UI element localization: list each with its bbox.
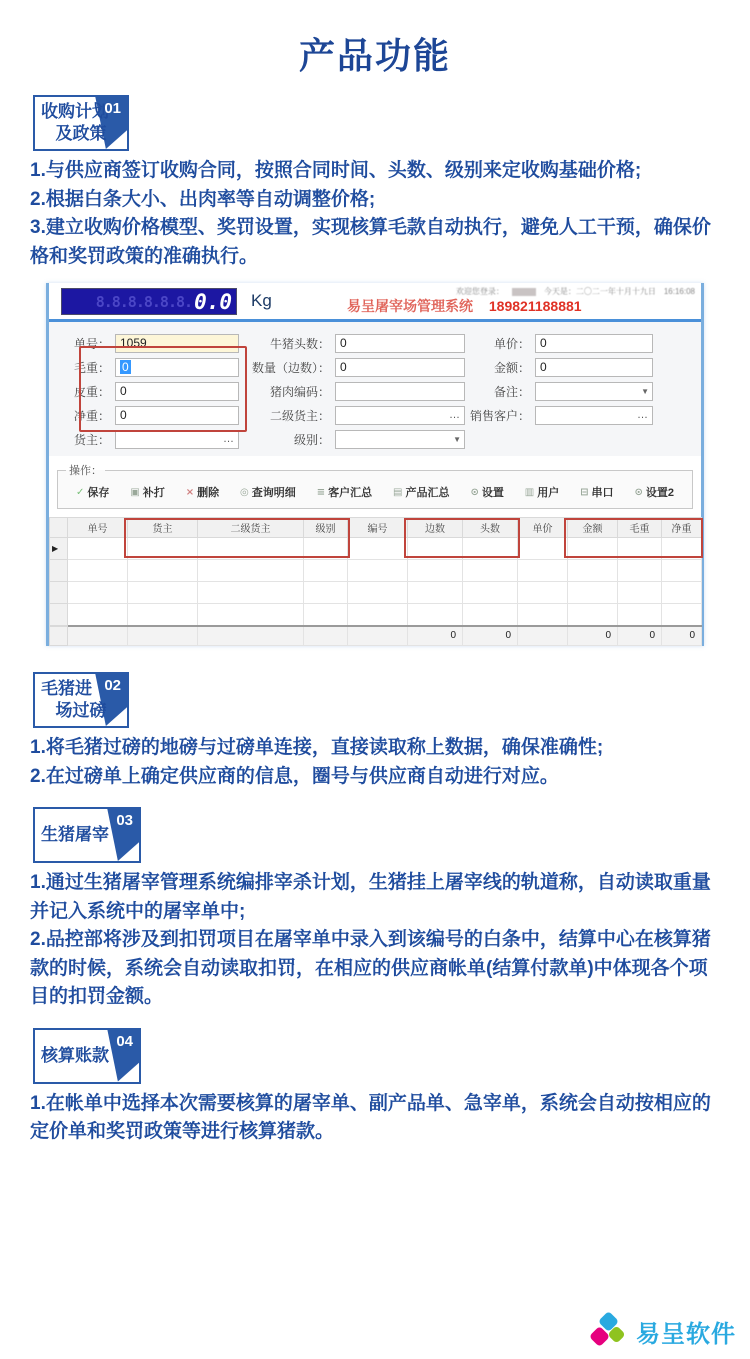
section-badge-title: 收购计划 及政策 [41,102,109,143]
settings2-button[interactable]: ⊙ 设置2 [634,486,674,499]
time-text: 16:16:08 [663,287,695,296]
section-number: 04 [116,1032,133,1050]
records-table-wrap [49,517,701,646]
ellipsis-picker-icon[interactable]: … [449,409,460,421]
redacted-username [512,288,536,296]
logo-mark-icon [590,1313,628,1349]
col-order-number[interactable]: 单号 [68,518,128,538]
table-row[interactable] [50,582,702,604]
paragraph: 2.在过磅单上确定供应商的信息，圈号与供应商自动进行对应。 [30,765,559,787]
col-sides[interactable]: 边数 [408,518,463,538]
section-01-text [30,157,724,271]
product-summary-button[interactable]: ▤ 产品汇总 [393,486,450,499]
section-number: 03 [116,812,133,829]
pork-code-input[interactable] [335,382,465,401]
section-04-text [30,1090,724,1147]
sales-customer-input[interactable] [535,406,653,425]
grade-dropdown[interactable] [335,430,465,449]
table-row[interactable] [50,538,702,560]
field-label: 备注： [493,384,530,399]
app-screenshot [46,283,704,646]
field-label: 数量（边数）： [251,360,330,375]
section-badge-01 [33,95,129,151]
paragraph: 3.建立收购价格模型、奖罚设置，实现核算毛款自动执行，避免人工干预，确保价格和奖罚政策的准确执行。 [30,217,711,267]
order-number-input[interactable]: 1059 [115,334,239,353]
page-title: 产品功能 [298,35,451,76]
settings-icon: ⊙ [470,486,479,498]
col-heads[interactable]: 头数 [463,518,518,538]
section-badge-04 [33,1028,141,1084]
settings-button[interactable]: ⊙ 设置 [470,486,504,499]
printer-icon: ▣ [130,486,140,498]
form-row [49,428,701,450]
user-button[interactable]: ▥ 用户 [524,486,560,499]
form-row [49,404,701,426]
scale-weight-value: 0.0 [194,289,232,314]
app-phone-number: 189821188881 [488,298,582,314]
date-text: 今天是：二〇二一年十月十九日 [543,287,656,296]
remark-dropdown[interactable] [535,382,653,401]
paragraph: 1.与供应商签订收购合同，按照合同时间、头数、级别来定收购基础价格; [30,160,642,181]
field-label: 二级货主： [269,408,330,423]
head-count-input[interactable]: 0 [335,334,465,353]
gross-weight-input[interactable]: 0 [115,358,239,377]
ellipsis-picker-icon[interactable]: … [637,409,648,421]
chevron-down-icon[interactable]: ▼ [453,434,461,444]
table-summary-row [50,626,702,646]
field-label: 级别： [293,432,330,447]
table-row[interactable] [50,560,702,582]
current-row-arrow-icon: ▶ [52,544,59,553]
field-label: 牛猪头数： [269,336,330,351]
ellipsis-picker-icon[interactable]: … [223,433,234,445]
col-gross-weight[interactable]: 毛重 [618,518,662,538]
customer-summary-button[interactable]: ≡ 客户汇总 [316,486,373,499]
field-label: 金额： [493,360,530,375]
secondary-owner-input[interactable] [335,406,465,425]
section-badge-02 [33,672,129,728]
row-header-cell [50,518,68,538]
customer-summary-icon: ≡ [316,486,326,498]
field-label: 销售客户： [469,408,530,423]
paragraph: 2.根据白条大小、出肉率等自动调整价格; [30,188,376,210]
field-label: 净重： [73,408,110,423]
settings2-icon: ⊙ [634,486,643,498]
section-badge-title: 毛猪进 场过磅 [41,679,107,720]
col-net-weight[interactable]: 净重 [662,518,702,538]
table-row[interactable] [50,604,702,626]
owner-input[interactable] [115,430,239,449]
logo-text: 易呈软件 [636,1320,736,1348]
toolbar [57,462,693,509]
summary-gross: 0 [618,626,662,646]
check-icon: ✓ [76,486,85,498]
col-owner[interactable]: 货主 [128,518,198,538]
section-number: 02 [104,677,121,694]
app-title-text: 易呈屠宰场管理系统 [347,298,473,314]
field-label: 毛重： [73,360,110,375]
form-row [49,332,701,354]
field-label: 皮重： [73,384,110,399]
amount-input[interactable]: 0 [535,358,653,377]
section-badge-title: 生猪屠宰 [41,825,109,844]
unit-price-input[interactable]: 0 [535,334,653,353]
form-row [49,356,701,378]
scale-unit-label: Kg [251,291,272,310]
scale-lcd-display [61,288,237,315]
section-badge-title: 核算账款 [41,1045,109,1065]
section-badge-03 [33,807,141,863]
delete-icon: × [185,486,195,498]
field-label: 单价： [493,336,530,351]
toolbar-label: 操作： [69,465,102,477]
paragraph: 1.通过生猪屠宰管理系统编排宰杀计划，生猪挂上屠宰线的轨道称，自动读取重量并记入系统中的屠宰单中; [30,872,711,922]
serial-port-button[interactable]: ⊟ 串口 [580,486,614,499]
tare-weight-input[interactable]: 0 [115,382,239,401]
reprint-button[interactable]: ▣ 补打 [130,486,165,499]
summary-amount: 0 [568,626,618,646]
records-table [49,517,702,646]
col-amount[interactable]: 金额 [568,518,618,538]
paragraph: 2.品控部将涉及到扣罚项目在屠宰单中录入到该编号的白条中，结算中心在核算猪款的时候，系统会自动读取扣罚，在相应的供应商帐单(结算付款单)中体现各个项目的扣罚金额。 [30,929,711,1007]
field-label: 货主： [73,432,110,447]
section-03-text [30,869,724,1012]
chevron-down-icon[interactable]: ▼ [641,386,649,396]
company-logo [590,1313,736,1349]
search-icon: ◎ [240,486,249,498]
query-detail-button[interactable]: ◎ 查询明细 [240,486,296,499]
form-row [49,380,701,402]
product-summary-icon: ▤ [393,486,403,498]
col-secondary-owner[interactable]: 二级货主 [198,518,304,538]
paragraph: 1.将毛猪过磅的地磅与过磅单连接，直接读取称上数据，确保准确性; [30,737,604,758]
col-grade[interactable]: 级别 [304,518,348,538]
app-header-meta [456,286,695,297]
net-weight-input[interactable]: 0 [115,406,239,425]
welcome-text: 欢迎您登录： [455,287,504,296]
paragraph: 1.在帐单中选择本次需要核算的屠宰单、副产品单、急宰单，系统会自动按相应的定价单和奖罚政策等进行核算猪款。 [30,1092,711,1142]
delete-button[interactable]: × 删除 [185,486,220,499]
save-button[interactable]: ✓ 保存 [76,486,110,499]
summary-sides: 0 [408,626,463,646]
section-02-text [30,734,724,791]
summary-net: 0 [662,626,702,646]
lcd-ghost-digits: 8.8.8.8.8.8. [95,292,193,311]
app-title [347,296,582,316]
section-number: 01 [104,100,121,117]
weighing-form [49,322,701,456]
col-unit-price[interactable]: 单价 [518,518,568,538]
app-header [49,283,701,319]
user-icon: ▥ [524,486,535,498]
field-label: 猪肉编码： [269,384,330,399]
table-header-row [50,518,702,538]
summary-heads: 0 [463,626,518,646]
serial-port-icon: ⊟ [580,486,589,498]
quantity-input[interactable]: 0 [335,358,465,377]
field-label: 单号： [73,336,110,351]
col-code[interactable]: 编号 [348,518,408,538]
